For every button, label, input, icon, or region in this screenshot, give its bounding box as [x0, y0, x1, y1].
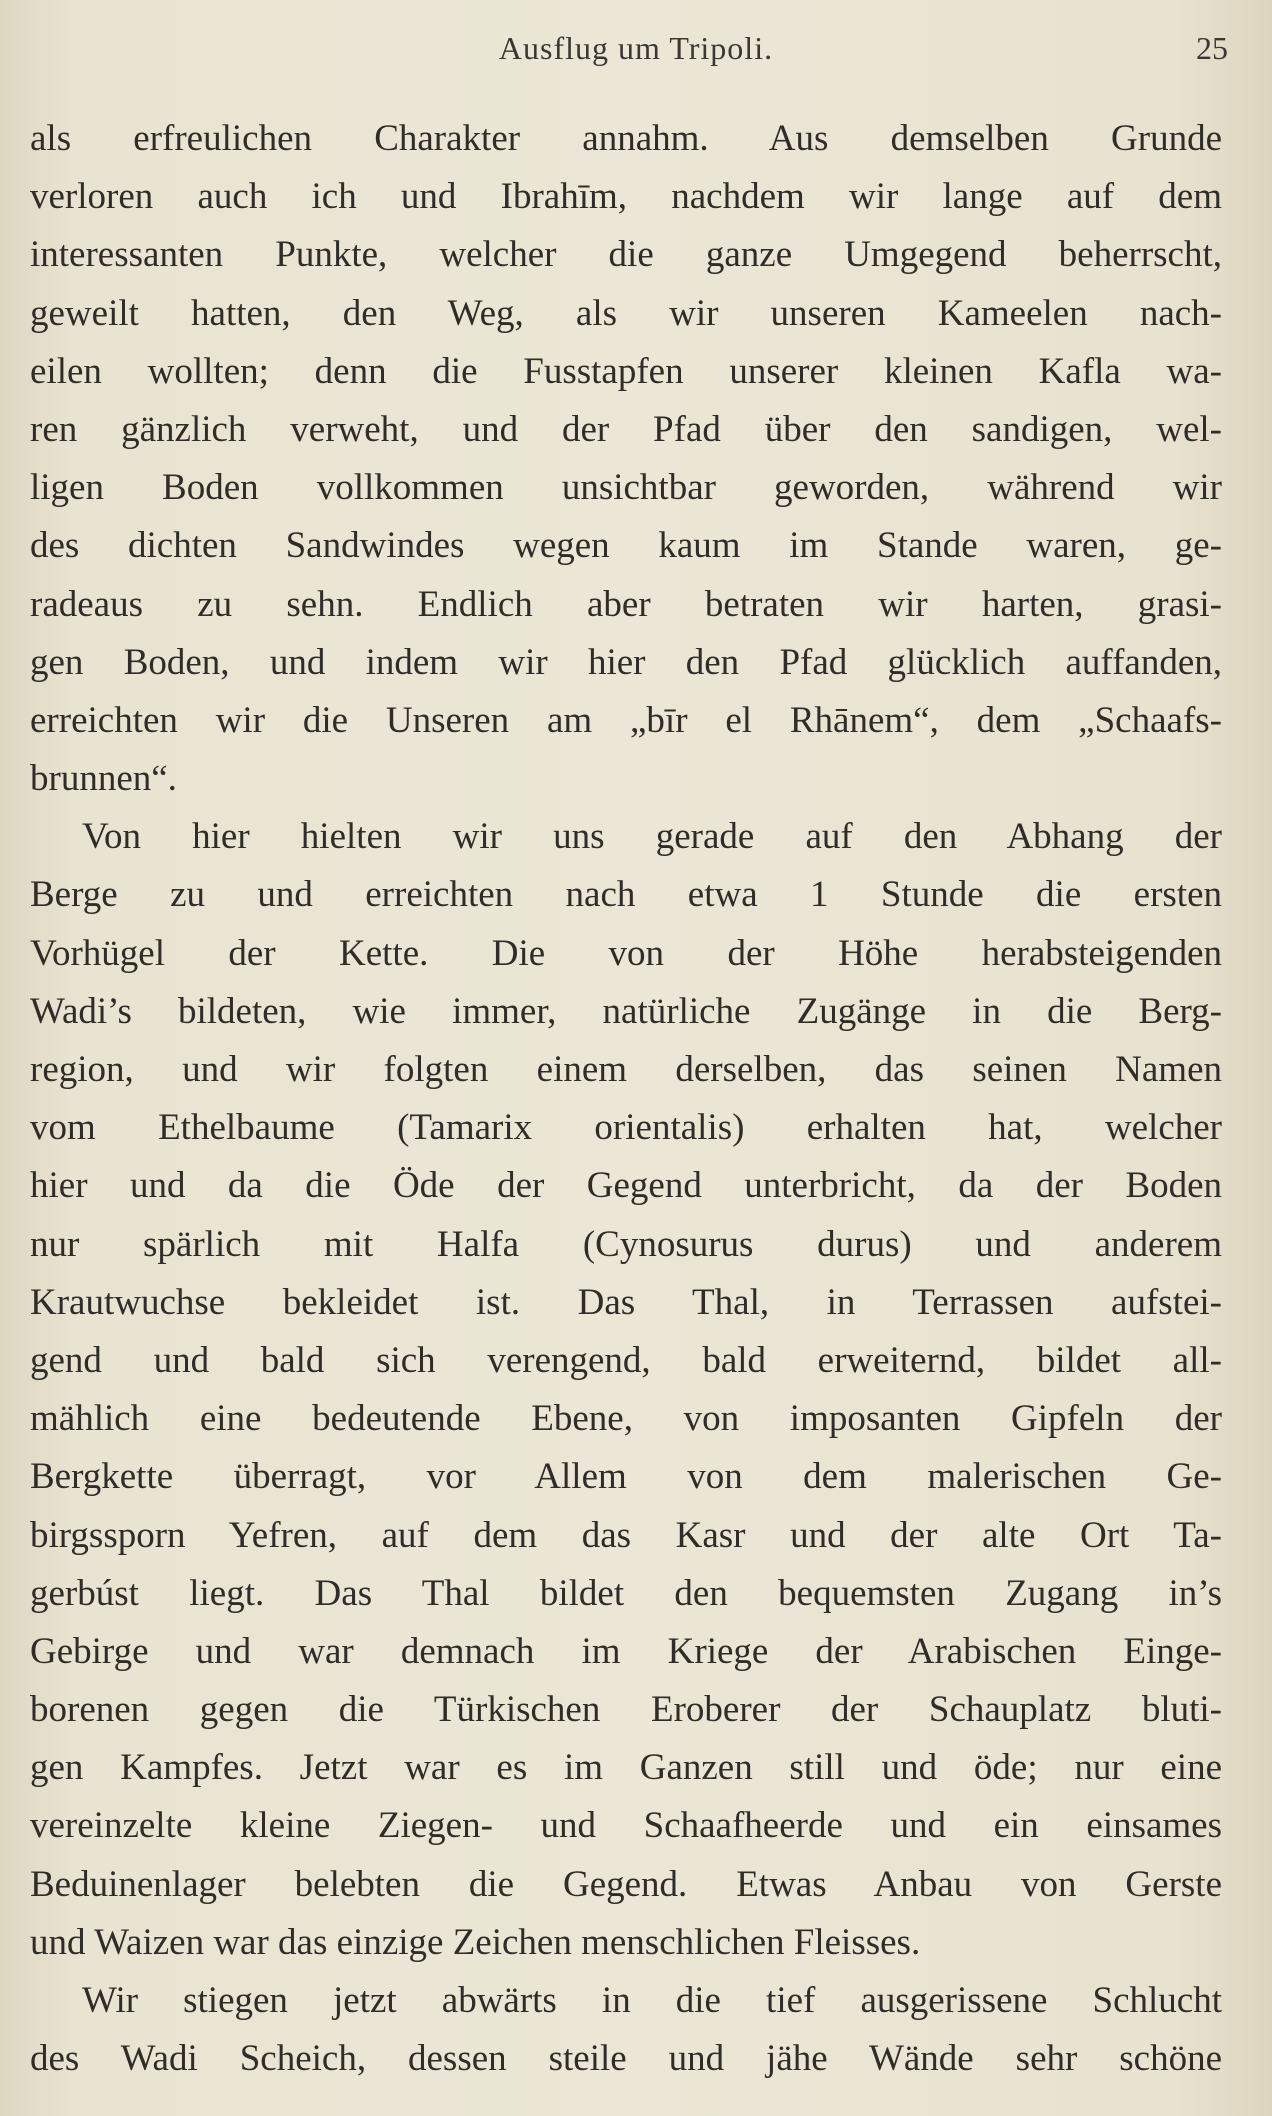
text-line: interessanten Punkte, welcher die ganze Umgegend beherrscht, [30, 234, 1222, 276]
running-head [0, 30, 1272, 78]
page-number: 25 [1196, 30, 1228, 66]
text-line: gend und bald sich verengend, bald erweiternd, bildet all- [30, 1339, 1222, 1381]
text-line: des dichten Sandwindes wegen kaum im Stande waren, ge- [30, 525, 1222, 567]
text-line: nur spärlich mit Halfa (Cynosurus durus) und anderem [30, 1223, 1222, 1265]
text-line: Krautwuchse bekleidet ist. Das Thal, in Terrassen aufstei- [30, 1281, 1222, 1323]
text-line: Berge zu und erreichten nach etwa 1 Stunde die ersten [30, 874, 1222, 916]
text-line: hier und da die Öde der Gegend unterbricht, da der Boden [30, 1165, 1222, 1207]
text-line: Vorhügel der Kette. Die von der Höhe herabsteigenden [30, 932, 1222, 974]
text-line: birgssporn Yefren, auf dem das Kasr und der alte Ort Ta- [30, 1514, 1222, 1556]
text-line: verloren auch ich und Ibrahīm, nachdem wir lange auf dem [30, 176, 1222, 218]
text-body [30, 110, 1222, 2088]
text-line: Bergkette überragt, vor Allem von dem malerischen Ge- [30, 1456, 1222, 1498]
text-line: vom Ethelbaume (Tamarix orientalis) erhalten hat, welcher [30, 1107, 1222, 1149]
text-line: eilen wollten; denn die Fusstapfen unserer kleinen Kafla wa- [30, 350, 1222, 392]
text-line: des Wadi Scheich, dessen steile und jähe Wände sehr schöne [30, 2038, 1222, 2080]
text-line: ligen Boden vollkommen unsichtbar geworden, während wir [30, 467, 1222, 509]
text-line: gen Boden, und indem wir hier den Pfad glücklich auffanden, [30, 641, 1222, 683]
text-line: erreichten wir die Unseren am „bīr el Rhānem“, dem „Schaafs- [30, 699, 1222, 741]
text-line: radeaus zu sehn. Endlich aber betraten wir harten, grasi- [30, 583, 1222, 625]
text-line: Gebirge und war demnach im Kriege der Arabischen Einge- [30, 1630, 1222, 1672]
running-title: Ausflug um Tripoli. [498, 30, 774, 66]
text-line: Von hier hielten wir uns gerade auf den Abhang der [82, 816, 1222, 858]
text-line: und Waizen war das einzige Zeichen menschlichen Fleisses. [30, 1921, 921, 1963]
text-line: Beduinenlager belebten die Gegend. Etwas Anbau von Gerste [30, 1863, 1222, 1905]
text-line: ren gänzlich verweht, und der Pfad über den sandigen, wel- [30, 408, 1222, 450]
text-line: als erfreulichen Charakter annahm. Aus demselben Grunde [30, 118, 1222, 159]
text-line: borenen gegen die Türkischen Eroberer der Schauplatz bluti- [30, 1689, 1222, 1731]
text-line: vereinzelte kleine Ziegen- und Schaafheerde und ein einsames [30, 1805, 1222, 1847]
text-line: Wir stiegen jetzt abwärts in die tief ausgerissene Schlucht [82, 1980, 1222, 2021]
text-line: mählich eine bedeutende Ebene, von imposanten Gipfeln der [30, 1398, 1222, 1440]
text-line: gerbúst liegt. Das Thal bildet den bequemsten Zugang in’s [30, 1572, 1222, 1614]
text-line: geweilt hatten, den Weg, als wir unseren Kameelen nach- [30, 292, 1222, 334]
text-line: brunnen“. [30, 758, 177, 800]
text-line: region, und wir folgten einem derselben, das seinen Namen [30, 1049, 1222, 1090]
text-line: gen Kampfes. Jetzt war es im Ganzen still und öde; nur eine [30, 1747, 1222, 1789]
text-line: Wadi’s bildeten, wie immer, natürliche Zugänge in die Berg- [30, 990, 1222, 1032]
